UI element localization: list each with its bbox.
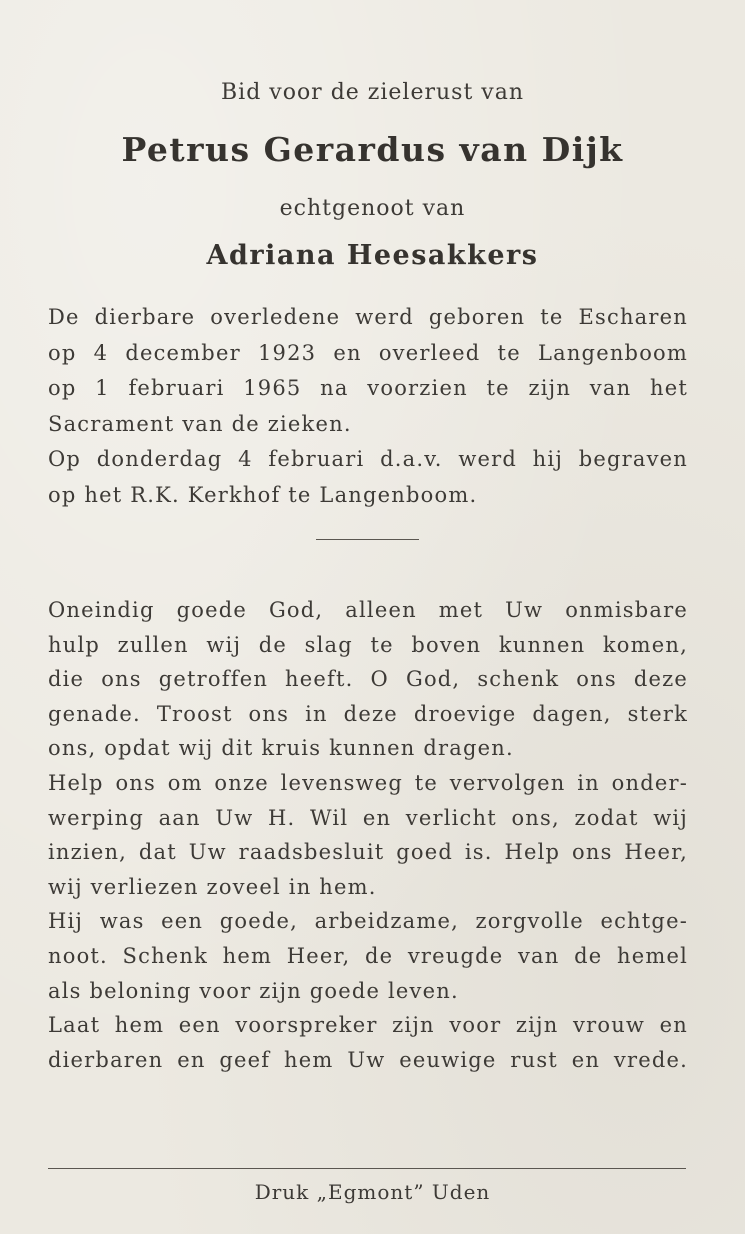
biography-line: Op donderdag 4 februari d.a.v. werd hij begraven — [48, 447, 688, 471]
prayer-line: genade. Troost ons in deze droevige dagen, sterk — [48, 701, 688, 726]
prayer-line: Laat hem een voorspreker zijn voor zijn vrouw en — [48, 1013, 688, 1038]
prayer-line: Help ons om onze levensweg te vervolgen in onder- — [48, 770, 688, 795]
printer-credit: Druk „Egmont” Uden — [254, 1180, 491, 1204]
prayer-line: werping aan Uw H. Wil en verlicht ons, zodat wij — [48, 805, 688, 830]
deceased-name: Petrus Gerardus van Dijk — [121, 130, 624, 169]
prayer-line: hulp zullen wij de slag te boven kunnen komen, — [48, 632, 688, 657]
spouse-name: Adriana Heesakkers — [206, 240, 539, 271]
prayer-line: ons, opdat wij dit kruis kunnen dragen. — [48, 736, 514, 761]
prayer-line: wij verliezen zoveel in hem. — [48, 874, 377, 899]
footer-divider — [48, 1168, 686, 1169]
biography-line: op 4 december 1923 en overleed te Langenboom — [48, 340, 688, 365]
prayer-line: noot. Schenk hem Heer, de vreugde van de hemel — [48, 943, 688, 968]
prayer-line: die ons getroffen heeft. O God, schenk ons deze — [48, 667, 688, 692]
biography-line: op 1 februari 1965 na voorzien te zijn van het — [48, 376, 688, 400]
biography-line: Sacrament van de zieken. — [48, 411, 352, 436]
prayer-line: Oneindig goede God, alleen met Uw onmisbare — [48, 598, 688, 622]
prayer-line: inzien, dat Uw raadsbesluit goed is. Help ons Heer, — [48, 840, 688, 865]
biography-line: op het R.K. Kerkhof te Langenboom. — [48, 482, 478, 507]
prayer-line: dierbaren en geef hem Uw eeuwige rust en vrede. — [48, 1047, 688, 1072]
biography-line: De dierbare overledene werd geboren te Escharen — [48, 305, 688, 329]
short-divider — [316, 539, 419, 540]
prayer-line: Hij was een goede, arbeidzame, zorgvolle echtge- — [48, 909, 688, 934]
prayer-line: als beloning voor zijn goede leven. — [48, 978, 459, 1003]
spouse-label: echtgenoot van — [279, 196, 466, 221]
intro-text: Bid voor de zielerust van — [220, 80, 525, 105]
prayer-paragraph — [48, 593, 688, 1077]
biography-paragraph — [48, 300, 688, 513]
